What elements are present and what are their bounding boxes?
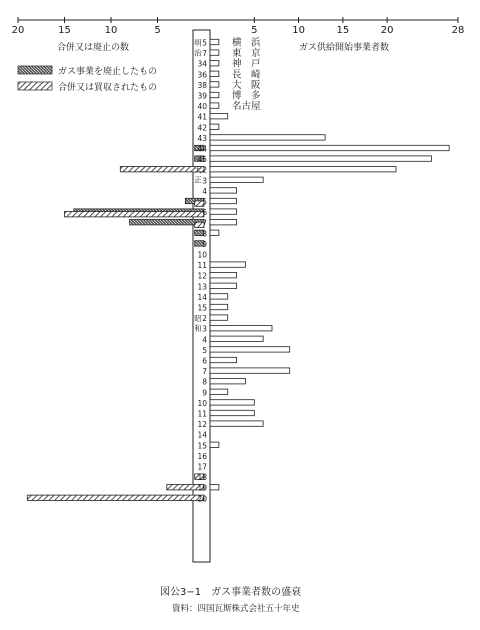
bar-t4-open: [210, 188, 237, 193]
bar-t8-open: [210, 230, 219, 235]
bar-t2-diagonal: [120, 167, 204, 172]
year-label: 5: [202, 345, 207, 355]
bar-s5-open: [210, 347, 290, 352]
year-label: 2: [202, 165, 207, 175]
left-tick-label: 15: [58, 25, 71, 36]
bar-s11-open: [210, 410, 254, 415]
bar-m34-open: [210, 61, 219, 66]
year-label: 34: [197, 59, 207, 69]
year-label: 15: [197, 441, 207, 451]
year-labels: [197, 39, 207, 504]
year-label: 18: [197, 473, 207, 483]
year-label: 42: [197, 123, 207, 133]
year-label: 43: [197, 133, 207, 143]
era-label: 明: [194, 38, 202, 48]
left-tick-label: 20: [11, 25, 25, 36]
year-label: 38: [197, 80, 207, 90]
bar-t6-open: [210, 209, 237, 214]
bar-s6-open: [210, 357, 237, 362]
legend-swatch-merged: [18, 82, 52, 90]
year-label: 7: [202, 367, 207, 377]
year-label: 3: [202, 176, 207, 186]
year-label: 5: [202, 38, 207, 48]
year-label: 39: [197, 91, 207, 101]
year-label: 14: [197, 430, 207, 440]
bar-t7-open: [210, 220, 237, 225]
bar-s19-open: [210, 485, 219, 490]
year-label: 5: [202, 197, 207, 207]
left-tick-label: 10: [104, 25, 118, 36]
era-label: 正: [194, 175, 202, 185]
year-label: 14: [197, 292, 207, 302]
bar-t11-open: [210, 262, 245, 267]
bar-t2-open: [210, 167, 396, 172]
city-label: 神 戸: [232, 58, 261, 70]
chart-source: 資料：四国瓦斯株式会社五十年史: [172, 604, 300, 614]
year-label: 15: [197, 303, 207, 313]
year-label: 16: [197, 451, 207, 461]
bar-m45-open: [210, 156, 431, 161]
bar-s12-open: [210, 421, 263, 426]
year-label: 9: [202, 388, 207, 398]
bar-s7-open: [210, 368, 290, 373]
bar-t14-open: [210, 294, 228, 299]
bar-t6-diagonal: [65, 212, 205, 217]
legend: [18, 65, 157, 93]
bar-m38-open: [210, 82, 219, 87]
legend-label-abolished: ガス事業を廃止したもの: [58, 67, 158, 77]
year-label: 8: [202, 377, 207, 387]
bar-t5-open: [210, 198, 237, 203]
year-label: 9: [202, 239, 207, 249]
year-label: 7: [202, 218, 207, 228]
left-tick-label: 5: [154, 25, 161, 36]
year-label: 44: [197, 144, 207, 154]
bar-m5-open: [210, 39, 219, 44]
year-label: 17: [197, 462, 207, 472]
year-label: 8: [202, 229, 207, 239]
year-label: 4: [202, 335, 207, 345]
year-label: 10: [197, 250, 207, 260]
city-label: 大 阪: [232, 79, 261, 91]
year-label: 41: [197, 112, 207, 122]
city-label: 名古屋: [232, 101, 261, 113]
bar-m44-open: [210, 145, 449, 150]
bar-m40-open: [210, 103, 219, 108]
bar-m36-open: [210, 71, 219, 76]
bar-t12-open: [210, 273, 237, 278]
right-axis-title: ガス供給開始事業者数: [299, 43, 390, 53]
bar-m7-open: [210, 50, 219, 55]
year-label: 4: [202, 186, 207, 196]
left-axis-title: 合併又は廃止の数: [57, 43, 130, 53]
bar-t13-open: [210, 283, 237, 288]
legend-swatch-abolished: [18, 66, 52, 74]
right-tick-label: 20: [380, 25, 394, 36]
right-tick-label: 15: [336, 25, 350, 36]
bar-s8-open: [210, 379, 245, 384]
legend-label-merged: 合併又は買収されたもの: [58, 83, 158, 93]
city-labels: [232, 37, 261, 113]
bar-m42-open: [210, 124, 219, 129]
year-label: 7: [202, 49, 207, 59]
right-tick-label: 10: [292, 25, 305, 36]
year-label: 19: [197, 483, 207, 493]
year-label: 20: [197, 494, 207, 504]
bar-s20-diagonal: [27, 495, 204, 500]
era-label: 和: [194, 324, 202, 334]
year-label: 2: [202, 314, 207, 324]
bar-s10-open: [210, 400, 254, 405]
chart-title: 図公3−1 ガス事業者数の盛衰: [160, 587, 302, 598]
year-label: 6: [202, 208, 207, 218]
bar-s15-open: [210, 442, 219, 447]
bar-s2-open: [210, 315, 228, 320]
year-label: 13: [197, 282, 207, 292]
year-label: 11: [197, 261, 207, 271]
era-label: 治: [194, 48, 202, 58]
bar-t15-open: [210, 304, 228, 309]
year-label: 10: [197, 398, 207, 408]
era-label: 大: [194, 165, 202, 175]
city-label: 長 崎: [232, 69, 261, 81]
bar-m43-open: [210, 135, 325, 140]
right-tick-label: 28: [451, 25, 465, 36]
bar-s3-open: [210, 326, 272, 331]
bar-t7-cross-hatch: [130, 220, 204, 225]
year-label: 36: [197, 70, 207, 80]
year-label: 11: [197, 409, 207, 419]
right-tick-label: 5: [251, 25, 258, 36]
year-label: 40: [197, 102, 207, 112]
era-label: 昭: [194, 314, 202, 324]
bar-m41-open: [210, 114, 228, 119]
bar-s4-open: [210, 336, 263, 341]
year-label: 12: [197, 271, 207, 281]
year-label: 45: [197, 155, 207, 165]
city-label: 東 京: [232, 48, 261, 60]
bar-m39-open: [210, 92, 219, 97]
city-label: 横 浜: [232, 37, 261, 49]
city-label: 博 多: [232, 90, 261, 102]
year-label: 3: [202, 324, 207, 334]
bar-t3-open: [210, 177, 263, 182]
bar-s9-open: [210, 389, 228, 394]
year-label: 12: [197, 420, 207, 430]
year-label: 6: [202, 356, 207, 366]
